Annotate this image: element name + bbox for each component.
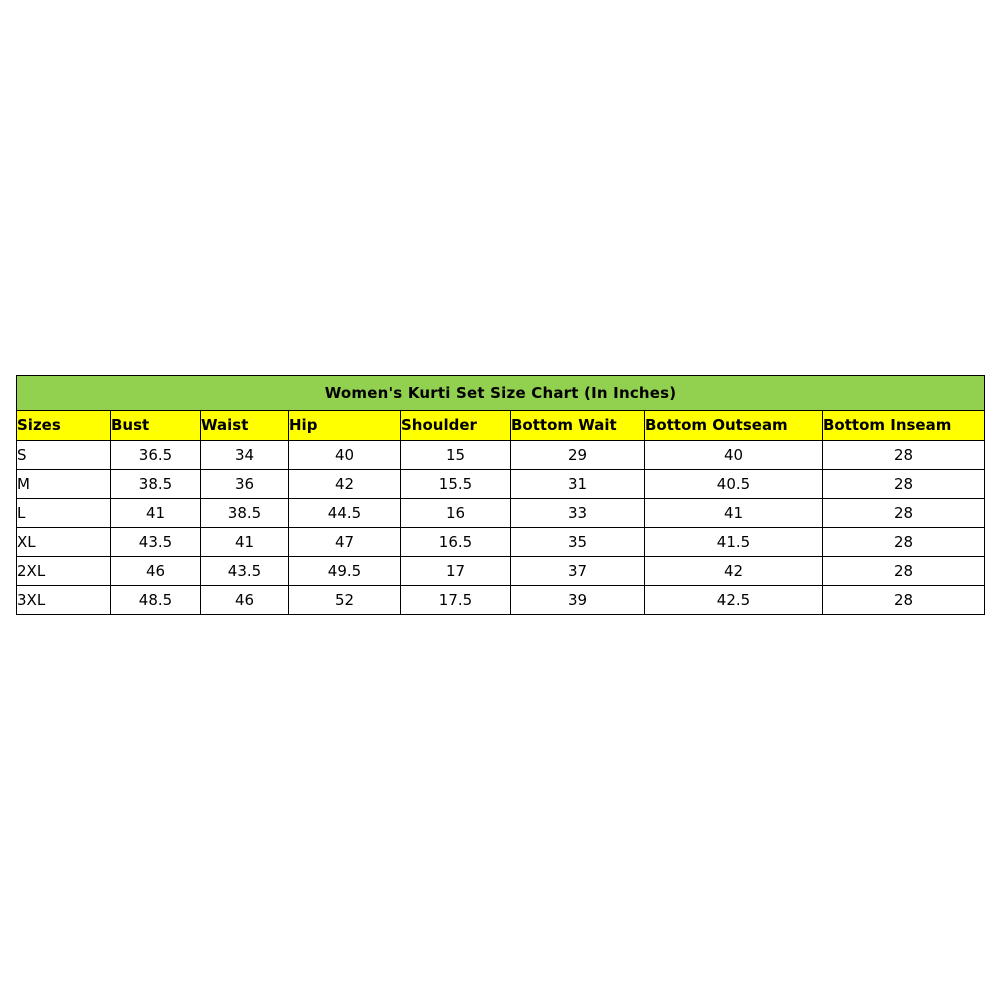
- cell-bust: 43.5: [111, 528, 201, 557]
- cell-shoulder: 16.5: [401, 528, 511, 557]
- cell-shoulder: 17: [401, 557, 511, 586]
- cell-bottom-wait: 39: [511, 586, 645, 615]
- cell-bottom-outseam: 41.5: [645, 528, 823, 557]
- cell-shoulder: 15.5: [401, 470, 511, 499]
- size-chart-table: [16, 375, 985, 615]
- size-chart-container: [16, 375, 984, 615]
- cell-bottom-inseam: 28: [823, 470, 985, 499]
- table-title-row: [17, 376, 985, 411]
- cell-bust: 38.5: [111, 470, 201, 499]
- table-header-row: [17, 411, 985, 441]
- cell-bust: 46: [111, 557, 201, 586]
- cell-bottom-inseam: 28: [823, 441, 985, 470]
- cell-hip: 47: [289, 528, 401, 557]
- cell-waist: 34: [201, 441, 289, 470]
- row-size-label: M: [17, 470, 111, 499]
- row-size-label: S: [17, 441, 111, 470]
- row-size-label: 3XL: [17, 586, 111, 615]
- cell-waist: 41: [201, 528, 289, 557]
- column-header-bottom-wait: Bottom Wait: [511, 411, 645, 441]
- table-row: [17, 499, 985, 528]
- cell-bottom-inseam: 28: [823, 557, 985, 586]
- cell-bottom-wait: 37: [511, 557, 645, 586]
- table-row: [17, 470, 985, 499]
- column-header-sizes: Sizes: [17, 411, 111, 441]
- table-row: [17, 586, 985, 615]
- table-row: [17, 441, 985, 470]
- cell-hip: 40: [289, 441, 401, 470]
- cell-bottom-inseam: 28: [823, 586, 985, 615]
- cell-waist: 36: [201, 470, 289, 499]
- column-header-waist: Waist: [201, 411, 289, 441]
- column-header-hip: Hip: [289, 411, 401, 441]
- table-row: [17, 528, 985, 557]
- cell-bottom-outseam: 42.5: [645, 586, 823, 615]
- cell-bottom-outseam: 40.5: [645, 470, 823, 499]
- cell-shoulder: 17.5: [401, 586, 511, 615]
- cell-bottom-wait: 35: [511, 528, 645, 557]
- cell-hip: 44.5: [289, 499, 401, 528]
- row-size-label: XL: [17, 528, 111, 557]
- row-size-label: 2XL: [17, 557, 111, 586]
- cell-bottom-wait: 31: [511, 470, 645, 499]
- cell-waist: 38.5: [201, 499, 289, 528]
- cell-bust: 36.5: [111, 441, 201, 470]
- cell-hip: 49.5: [289, 557, 401, 586]
- cell-hip: 42: [289, 470, 401, 499]
- column-header-bottom-inseam: Bottom Inseam: [823, 411, 985, 441]
- table-row: [17, 557, 985, 586]
- cell-bottom-inseam: 28: [823, 528, 985, 557]
- cell-bottom-outseam: 41: [645, 499, 823, 528]
- chart-title: Women's Kurti Set Size Chart (In Inches): [17, 376, 985, 411]
- cell-bust: 48.5: [111, 586, 201, 615]
- cell-shoulder: 15: [401, 441, 511, 470]
- row-size-label: L: [17, 499, 111, 528]
- column-header-bottom-outseam: Bottom Outseam: [645, 411, 823, 441]
- cell-bottom-outseam: 40: [645, 441, 823, 470]
- cell-bottom-inseam: 28: [823, 499, 985, 528]
- cell-bust: 41: [111, 499, 201, 528]
- column-header-bust: Bust: [111, 411, 201, 441]
- cell-bottom-wait: 29: [511, 441, 645, 470]
- cell-bottom-wait: 33: [511, 499, 645, 528]
- cell-waist: 46: [201, 586, 289, 615]
- column-header-shoulder: Shoulder: [401, 411, 511, 441]
- cell-shoulder: 16: [401, 499, 511, 528]
- cell-hip: 52: [289, 586, 401, 615]
- cell-waist: 43.5: [201, 557, 289, 586]
- cell-bottom-outseam: 42: [645, 557, 823, 586]
